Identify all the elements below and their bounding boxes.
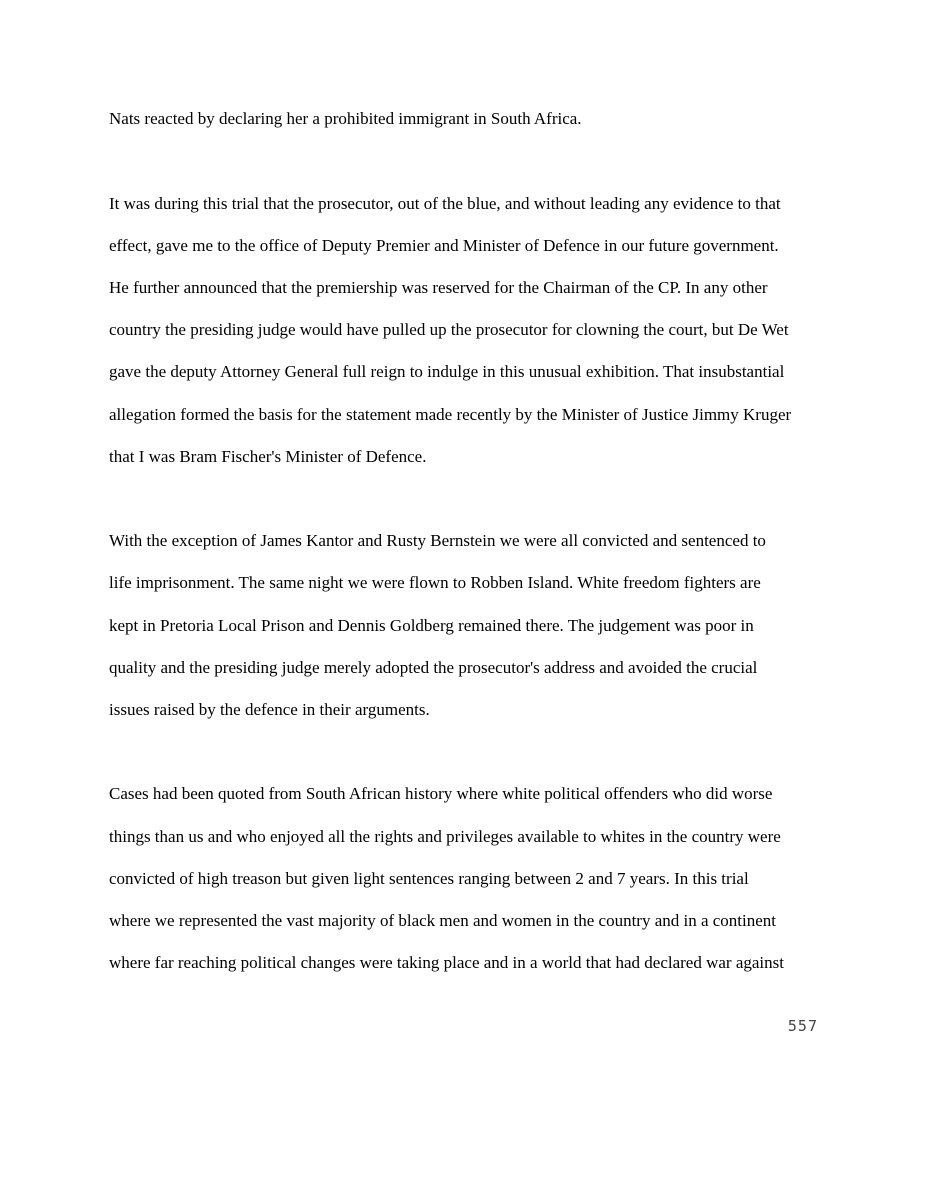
paragraph-4-line-4: where we represented the vast majority of black men and women in the country and in a continent bbox=[109, 911, 777, 930]
paragraph-2-line-7: that I was Bram Fischer's Minister of Defence. bbox=[109, 447, 427, 466]
paragraph-2-line-1: It was during this trial that the prosecutor, out of the blue, and without leading any evidence to that bbox=[109, 194, 781, 213]
paragraph-2-line-5: gave the deputy Attorney General full reign to indulge in this unusual exhibition. That insubstantial bbox=[109, 362, 785, 381]
page-number: 557 bbox=[787, 1017, 818, 1035]
paragraph-4-line-2: things than us and who enjoyed all the rights and privileges available to whites in the country were bbox=[109, 827, 781, 846]
paragraph-3-line-2: life imprisonment. The same night we were flown to Robben Island. White freedom fighters are bbox=[109, 573, 761, 592]
paragraph-4-line-1: Cases had been quoted from South African history where white political offenders who did worse bbox=[109, 784, 773, 803]
paragraph-3-line-4: quality and the presiding judge merely adopted the prosecutor's address and avoided the crucial bbox=[109, 658, 758, 677]
paragraph-1-line-1: Nats reacted by declaring her a prohibited immigrant in South Africa. bbox=[109, 109, 582, 128]
paragraph-2-line-2: effect, gave me to the office of Deputy Premier and Minister of Defence in our future government. bbox=[109, 236, 779, 255]
paragraph-2-line-4: country the presiding judge would have pulled up the prosecutor for clowning the court, but De Wet bbox=[109, 320, 789, 339]
paragraph-3-line-5: issues raised by the defence in their arguments. bbox=[109, 700, 430, 719]
paragraph-2-line-3: He further announced that the premiership was reserved for the Chairman of the CP. In any other bbox=[109, 278, 768, 297]
paragraph-4-line-3: convicted of high treason but given light sentences ranging between 2 and 7 years. In this trial bbox=[109, 869, 749, 888]
paragraph-2-line-6: allegation formed the basis for the statement made recently by the Minister of Justice Jimmy Kruger bbox=[109, 405, 792, 424]
paragraph-3-line-1: With the exception of James Kantor and Rusty Bernstein we were all convicted and sentenced to bbox=[109, 531, 766, 550]
paragraph-4-line-5: where far reaching political changes were taking place and in a world that had declared war against bbox=[109, 953, 784, 972]
paragraph-3-line-3: kept in Pretoria Local Prison and Dennis Goldberg remained there. The judgement was poor in bbox=[109, 616, 754, 635]
